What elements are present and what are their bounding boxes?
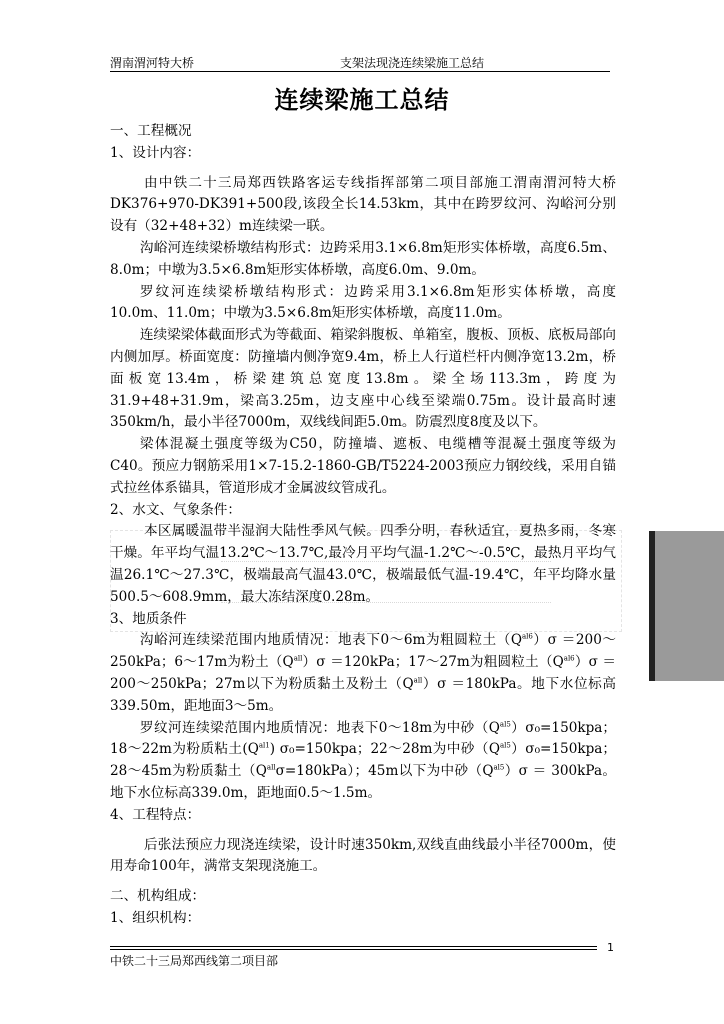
paragraph: 沟峪河连续梁桥墩结构形式：边跨采用3.1×6.8m矩形实体桥墩，高度6.5m、8.0m；中墩为3.5×6.8m矩形实体桥墩，高度6.0m、9.0m。	[110, 239, 616, 278]
document-body	[110, 121, 616, 930]
paragraph: 罗纹河连续梁桥墩结构形式：边跨采用3.1×6.8m矩形实体桥墩，高度10.0m、11.0m；中墩为3.5×6.8m矩形实体桥墩，高度11.0m。	[110, 283, 616, 322]
subsection-heading: 3、地质条件	[110, 610, 187, 627]
page-number: 1	[607, 941, 614, 954]
section-heading: 一、工程概况	[110, 123, 192, 139]
footer-text: 中铁二十三局郑西线第二项目部	[110, 954, 279, 968]
subsection-heading: 2、水文、气象条件：	[110, 501, 241, 518]
subsection-heading: 4、工程特点：	[110, 806, 201, 823]
scan-edge-mark	[645, 531, 724, 681]
paragraph-geology-1: 沟峪河连续梁范围内地质情况：地表下0～6m为粗圆粒土$(Q^{al6})\sigma$ ＝200～250kPa；6～17m为粉土$(Q^{all})\sigma =120kPa$；17～27m为粗圆粒土$(Q^{al6})\sigma$ ＝200～250kPa；27m以下为粉质黏土及粉土$(Q^{all})\sigma =180kPa$。地下水位标高339.50m，距地面3～5m。	[110, 632, 616, 714]
scan-edge-grey-block	[655, 531, 724, 681]
paragraph: 本区属暖温带半湿润大陆性季风气候。四季分明，春秋适宜，夏热多雨，冬寒干燥。年平均气温13.2℃～13.7℃,最冷月平均气温-1.2℃～-0.5℃，最热月平均气温26.1℃～27.3℃，极端最高气温43.0℃，极端最低气温-19.4℃，年平均降水量500.5～608.9mm，最大冻结深度0.28m。	[110, 523, 616, 605]
subsection-heading: 1、组织机构：	[110, 909, 201, 926]
header-left-text: 渭南渭河特大桥	[110, 56, 195, 70]
document-title: 连续梁施工总结	[274, 86, 450, 114]
header-center-text: 支架法现浇连续梁施工总结	[340, 56, 485, 70]
footer-rule	[110, 946, 597, 947]
footer-rule	[110, 949, 597, 950]
page-header	[110, 53, 610, 72]
section-heading: 二、机构组成：	[110, 888, 206, 905]
subsection-heading: 1、设计内容：	[110, 144, 201, 161]
paragraph-geology-2: 罗纹河连续梁范围内地质情况：地表下0～18m为中砂$(Q^{al5})\sigma_0=150kpa$；18～22m为粉质粘土$(Q^{al1})$ σ₀=150kpa；22～28m为中砂$(Q^{al5})\sigma_0=150kpa$；28～45m为粉质黏土$(Q^{all}\sigma=180kPa)$；45m以下为中砂$(Q^{al5})\sigma = 300kPa$。地下水位标高339.0m，距地面0.5～1.5m。	[110, 719, 617, 801]
paragraph: 连续梁梁体截面形式为等截面、箱梁斜腹板、单箱室，腹板、顶板、底板局部向内侧加厚。桥面宽度：防撞墙内侧净宽9.4m，桥上人行道栏杆内侧净宽13.2m，桥面板宽13.4m，桥梁建筑总宽度13.8m。梁全场113.3m，跨度为31.9+48+31.9m，梁高3.25m，边支座中心线至梁端0.75m。设计最高时速350km/h，最小半径7000m，双线线间距5.0m。防震烈度8度及以下。	[110, 327, 616, 431]
paragraph: 后张法预应力现浇连续梁，设计时速350km,双线直曲线最小半径7000m，使用寿命100年，满常支架现浇施工。	[110, 836, 616, 875]
paragraph: 梁体混凝土强度等级为C50，防撞墙、遮板、电缆槽等混凝土强度等级为C40。预应力钢筋采用1×7-15.2-1860-GB/T5224-2003预应力钢绞线，采用自锚式拉丝体系锚具，管道形成才金属波纹管成孔。	[110, 436, 616, 496]
paragraph: 由中铁二十三局郑西铁路客运专线指挥部第二项目部施工渭南渭河特大桥DK376+970-DK391+500段,该段全长14.53km，其中在跨罗纹河、沟峪河分别设有（32+48+32）m连续梁一联。	[110, 174, 616, 235]
